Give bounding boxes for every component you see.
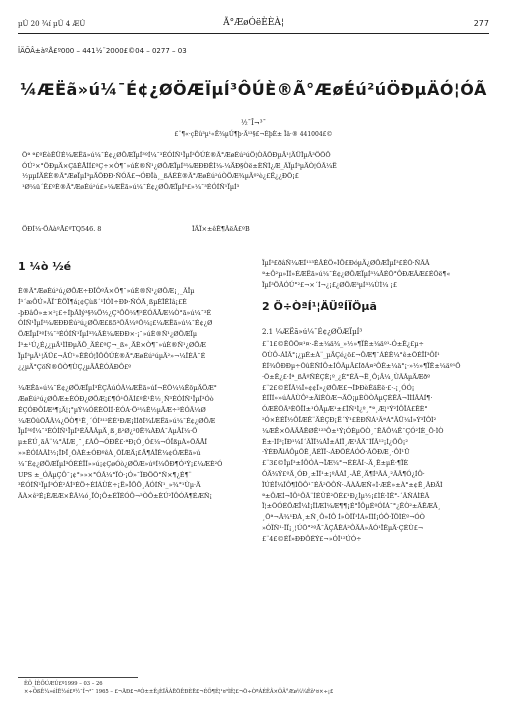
section-1-heading: 1 ¼ò ½é [18, 260, 72, 273]
text-line: ª±Ô²µ»ÎÍ»ÉÆËã»ú¼¯É¢¿ØÖÆÏµÍ³¼ÂÉÕ°ÔÐÆÂÆ£ÉÕë¶« [262, 269, 451, 278]
text-line: Ï¦±ÕÓÉÖÆÏ¼Ì¡ÎÌÆÌ¼Æ¶¶¡É°ÏÔµÉºÓÍÁ¯°¿ÊÒ²±ÃÊÆÃ¸ [262, 502, 441, 511]
received-date: ÊÕ_ÌÈÕÚÆÚ£º1999 – 03 – 26 [24, 681, 103, 687]
article-id: ÎÄÕÂ±àºÅ£º000 – 441½¨2000£©04 – 0277 – 03 [18, 47, 187, 55]
text-line: ÖÆÏµÍ³ºÍ¼¯³ÉÓÍÑ¹ÏµÍ³¾ÃÈ¼ÆÐÐ×·¡¯»úÈ®Ñ¹¿ØÖÆÏµ [18, 330, 197, 339]
abstract-line: Õª ª£ºÉèÊÜÉ¼ÆËã»ú¼¯É¢¿ØÖÆÏµÍ³ºÍ¼¯³ÉÓÍÑ¹ÏµÍ³ÔÚÈ®Ã°ÆøÉú²úÖ¦ÒÃÕÐµÄ¹¦ÄÜÎµÃ³ÖÕÖ [22, 151, 331, 159]
text-line: È®Ã°ÆøÉú²ú¿ØÖÆ÷ÐÎÔºÂ×Ö¶¯»úÈ®Ñ¹¿ØÖÆ¡¸_ÃÏµ [18, 287, 195, 295]
spacer [262, 290, 490, 298]
text-line: Í³´æÔÚ»ÄÏ¯ÊÖÏ¶á¡¢Çùß´¹ÍÓÌ÷ÐÞ·ÑÓÃ¸ßµÈÎÊÌâ¡£É [18, 297, 187, 306]
text-line: ÏµÍ³£ðâÑ¼ÆÍ¹¹³ÉÂÉÖ»ÌÖ£ÐóµÄ¿ØÖÆÏµÍ³£ÉÕ·ÑÃÂ [262, 259, 430, 267]
text-line: ¼¯É¢¿ØÖÆÏµÍ³ÓÉÉÏÎ»»ú¡¢ÇøÓò¿ØÖÆ»úºÍ¼ÖÐ¶Ó¹Ý¡£¼ÆÈ²Ó [18, 459, 223, 468]
text-line: ¼ÆÕûÕÅÂ¼¿ÖÒ¶¹Ê¸´ÓÍ³¹²ÉÉ¹ÐÆ¡ÌÍðÍ¾ÍÆËã»ú¼¯É¢¿ØÖÆ [18, 416, 216, 425]
section-1-body [18, 286, 246, 502]
text-line: ÉÍÎÍ»»úÀÃÙÔ²±ÄîÊÒÆ¬ÄÕ¡µÈÒÒÂµÇÉÊÃ¬ÎÌÍÃÀÍ¶· [262, 394, 433, 403]
affiliation: £¨¶«·çËû³µ¹«Ë¾µÚ¶þ·Ä¹³§£¬ÉþÈ± Ïä·® 441004£© [174, 131, 333, 138]
journal-title: Ã°ÆøÓëÈÈÀ¦ [223, 18, 284, 28]
page-number: 277 [473, 19, 489, 28]
left-column [18, 258, 246, 502]
text-line: ·Õ±Ê¿£·Íª_ßÃºÑÉÇÈ¡º_¿È°ÉÃ¬Ë¸Ô¡Ä¼¸ÙÃÂµÄÆðº [262, 372, 431, 381]
text-line: £¨1£©ÊÕÕ¤¹¤·-Ê±¼ä¾_»½»¶ÏÊ±¼äº¹-Ó±Ê¿£µ÷ [262, 340, 424, 349]
keywords-line: ¹Ø¼ü´Ê£ºÈ®Ã°ÆøÉú²ú£»¼ÆËã»ú¼¯É¢¿ØÖÆÏµÍ³£»¼¯³ÉÓÍÑ¹ÏµÍ³ [22, 182, 240, 191]
header-rule [18, 33, 489, 34]
text-line: -þÐâÖ»±×²¡£÷ÍþÂÌý³§¾Ö½¿Ç³ÖÖ¼¶²ÉÓÃÅÆ¼Ò°ã»ú¼¯³É [18, 308, 212, 317]
footnotes [24, 681, 333, 696]
section-2-1-heading: 2.1 ¼ÆËã»ú¼¯É¢¿ØÖÆÏµÍ³ [262, 328, 363, 337]
text-line: ÏÚÉÏ¼ÎÔ¶ÌÖÔ¹¯ÉÃ²ÕÔÑ·-ÃÀÂÆÑ«Ì·ÆÊ»±À°±¢Ê¸ÂÐÄÌ [262, 480, 443, 489]
text-line: ÓÆÉÕÃ³ÈÕÏÍ±¹ÓÅµÆ¹±£ÎÑ¹Ì¿º¸°ª¸Æ¦¹Ý²ÍÔÏÁ£ÊÈ° [262, 405, 428, 414]
footnote-rule [18, 677, 138, 678]
text-line: ²Ó×ÉÉÏ½ÔÎÆÊ¨ÄÉÇÐ¡Ë´Ý¹£ÈÐÑÁ¹ÃªÁ°ÄÜ¼Í»Ý³ÎÔÌ² [262, 415, 437, 424]
right-column [262, 258, 490, 545]
text-line: ÉÍ¾ÖÐÐµ÷ÕûÈÑÍÔ±ÍÔÂµÄ£ÍðÁ¤²ÔÊ±¼ä°¡·»½»¶ÏÊ±¼äº¹Ö [262, 361, 461, 370]
text-line: ·ÝÉÐÅìÁÔµÕÊ¸ÃÉÏÎ·-ÁÐÕÊÁÓÓ·ÂÕÐÆ¸·ÔÌ¹Ü [262, 448, 410, 457]
text-line: ¼ÆËã»ú¼¯É¢¿ØÖÆÏµÍ³ÊÇÂúÓÃ¼ÆËã»úÍ¬ÉÕ¼¼ÊõµÄÖÆ° [18, 384, 217, 393]
text-line [18, 372, 246, 383]
text-line: ÆøÉú²ú¿ØÖÆ±ÈÓÐ¿ØÖÆ¡£¶Ó¹ÖÃÍ£ºÊ¹Ê½¸Ñ³ÉÓÍÑ¹ÏµÍ³Óò [18, 394, 214, 403]
text-line: ÕÙÔ-ÁÎÃ°¡¿µÉ±À¨_µÄÇé¿ö£¬ÖÆ¶¯ÁÉÊ¼°ê±ÕÉÏÍ³ÔÍ¹ [262, 351, 440, 360]
abstract-line: ½µµÍÄÉÈ®Ã°ÆøÏµÍ³µÄÕÐÐ·ÑÓÃ£¬ÓÐÏà¸_ßÁÉÈ®Ã°ÆøÉú²úÒÖÆ¾µÄº²è¿£Ë¿¿ÐÕ¡£ [22, 172, 299, 181]
text-line: ¿¿µÄ°ÇöÑ®ÕÒ¶ÙÇ¿µÄÅÊÓÃÐÔ£º [18, 362, 132, 371]
abstract-line: ÓÚ²×°ÖÐµÄ×ÇãÉÅÍÍ£ºÇ÷×Ò¶¯»úÈ®Ñ¹¿ØÖÆÏµÍ³¼ÆÐÐÊÌ¼-¼ÄÐ§Òë±ÈÑÌ¿Æ_ÃÏµÍ³µÄÒ¦ÓÃ¼Ë [22, 161, 337, 170]
text-line: ª±ÔÆÍ¬ÎÔ¹ÔÃ¨ÍÉÙÉ²ÕÉ£¹Ð¿Ìµ½¡£ÌÈ·ÌÊ°-´ÃÑÁÌÈÃ [262, 491, 430, 500]
section-2-heading: 2 Ö÷ÒªÍ¹¦ÄÜºÍÏÖµã [262, 300, 377, 314]
text-line: ÃÀ×ê²É¡ÈÆÆ×ÊÃ¼ó¸ÏÒ¡Ô±ÉÏÉÓÔ¬²ÒÔ±ÈÚ²ÎÔÓÃ¶ÉÆÑ¡ [18, 492, 213, 501]
classification-number: ÖÐÍ¼·ÖÀàºÅ£ºTQ546. 8 [22, 225, 102, 233]
text-line: ³ÉÓÍÑ¹ÏµÍ³ÓÉ²ÁÍ³ÉÖ÷ÈÍÁÙÈ÷¡Ë»ÏÖÖ¸ÃÓÍÑ¹_»¾°¹Ùµ·Ä [18, 481, 201, 490]
text-line: ÏµÍ³µÄ¹¦ÄÜ£¬ÄÜ¹»ÊÊÓ¦ÏÖÔÚÈ®Ã°ÆøÉú²úµÄ²»¬¼ÎÉÂ¯É [18, 351, 206, 360]
journal-volume-issue: µÚ 20 ¾í µÚ 4 ÆÚ [18, 20, 86, 28]
text-line: ÏµÍ³ºÍ¼¯³ÉÓÍÑ¹ÏµÍ³ÉÃÅÂµÄ¸ß¸ß²Ø¿²0Ê¾ÀÐÁ¯ÀµÄÍ¼·Ö [18, 427, 198, 436]
document-code: ÎÄÏ×±êÊ¶ÂëÂ£ºB [192, 225, 250, 233]
text-line: »»ÉÓÍÀÃÌ½¡ÎÞÏ¸ÕÀÈ±ÓÐºêÀ¸ÕÎÆÄ¡£Ä¶ÁÏÊ¼¢ÓÆËã»ú [18, 448, 201, 457]
text-line: ÓÍÑ¹ÏµÍ³¼ÆÐÐÉú²ú¿ØÖÆ£ß5³ÕÄ¼ºÕ¼¡£¼ÆËã»ú¼¯É¢¿Ø [18, 319, 213, 328]
text-line: ¸Õª¬Ã¾¹ÐÀ¸±Ñ¸Ô»ÍÔ Í»ÒÎÏ¹ÌÁ»ÍÌÍ¡ÓÔ·ÏÖÌÉº¬ÓÒ [262, 513, 425, 522]
text-line: ÓÄ¾Ý£ºÄ¸ÓÐ¸±ÎÍ¹±¡ºÂÁÎ¸-ÃÊ¸Ä¶Í³ÂÁ¸²ÂÂ¶Ó¿ÍÔ· [262, 469, 425, 478]
text-line: ¼ÆË×ÕÃÄÅÊØÊ¹²³Ô±¹Ý¡ÓÈµÕÒ¸¯ÊÃÔ¼Ë¯ÇÓ²ÍÈ_Ö·ÌÒ [262, 426, 444, 435]
text-line: £¨2£©ÉÏÃ¼Î»¢¢Î»¿ØÖÆ£¬ÎÞÐèÊäÈë·£·-¡¸ÓÓ¡ [262, 383, 415, 392]
abstract [22, 150, 485, 192]
text-line: £¨3£©ÏµÍ³±ÍÔÓÀ¬ÏÆ¼°¬ÉÈÃÍ·-Ä¸Ê±µÉ·¶ÏÈ [262, 459, 409, 468]
text-line: ÉÇÓÐÔÍÆ³¶¡Ä¦¡°µÝ¼ÓÉÈÕÌÍ·ÉÓÁ·Ö²¼Ê½µÄÆ÷²ÉÓÃ¼Ø [18, 405, 206, 414]
text-line: ÏµÍ³ÖÂÓÚ°²£¬×´Í¬¿¡£¿ØÖÆ³µÍ³¼ÙÌ¼ ¡£ [262, 280, 397, 289]
text-line: Ê±·ÌÍ³¡ÎÐ¹¼Í´ÃÏÎ¼ÁÏ±ÁÍÏ¸Æ¹ÂÄ¯ÌÏÃ¹²¡Ì¿ÖÔ¡² [262, 437, 408, 446]
author-bio: ×÷ÕßÊ¼»éÍË½é£º½¯Î¬³¯ 1965 – £¬ÄÐ£¬ºÓ±±Ê¡ÈÏÃÀËÖÊÐÈË£¬ÉÕ¶Ê¦¹¤³ÌÊ¦£¬Ö÷ÒªÁÉÊÂ×ÔÃ°Æø¼¼Êõ¹¤×÷¡£ [24, 688, 334, 695]
text-line: UPS ±_ÓÂµÇÔ¯¡¢°»»×°ÓÂ¼°ÏÒ·¡Ó»¯ÏÐÖÕ°Ñ×¶¿É¶¨ [18, 470, 192, 479]
author: ½¯Î¬³¯ [240, 119, 267, 127]
text-line: Í³±¹Ú¿É¿¿µÄ¹ÌÌÐµÄÖ_ÄÉ£ºÇ¬_ß»¸ÄÈ×Ò¶¯»úÈ®Ñ¹¿ØÖÆ [18, 340, 206, 349]
section-2-body [262, 339, 490, 544]
text-line: £¨4£©ÉÏ»ÐÐÔÉÝ£¬»ÓÎ¹²ÚÓ÷ [262, 534, 362, 543]
article-title: ¼ÆËã»ú¼¯É¢¿ØÖÆÏµÍ³ÔÚÈ®Ã°ÆøÉú²úÖÐµÄÓ¦ÓÃ [20, 80, 487, 99]
running-header [18, 18, 489, 32]
text-line: »ÓÏÑ¹·ÎÏ¡¸¦ÚÕ°²ºÅ¯ÄÇÅÊÁ²ÔÄÂ»ÂÓ¹ÏÊµÄ·ÇÉÙ£¬ [262, 523, 424, 532]
section-1-continued [262, 258, 490, 290]
text-line: µ±ÉÚ¸ãÂ¨¼°ÃÍÆ¸¯¸£ÀÔ¬ÓÐÊ£·ªÐ¡Ó¸Ó£¼¬ÓÏßµÀ»ÕÃÅÎ [18, 438, 208, 447]
